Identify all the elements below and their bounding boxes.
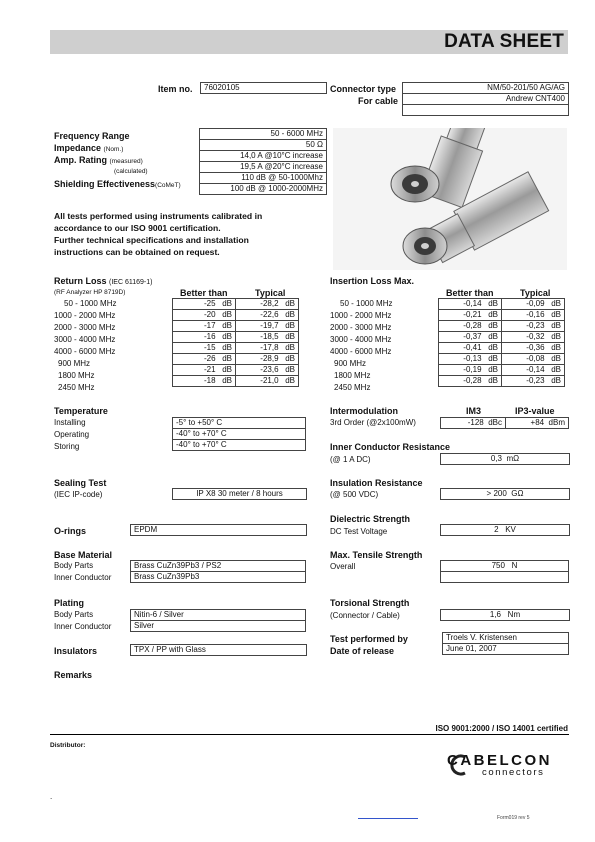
connector-type-label: Connector type xyxy=(330,84,397,94)
typical-value: -0,08 xyxy=(526,354,545,363)
return-loss-title: Return Loss xyxy=(54,276,107,286)
insulators-title: Insulators xyxy=(54,646,98,656)
tensile-unit: N xyxy=(511,561,518,570)
amp-value-1: 14,0 A @10°C increase xyxy=(200,151,327,162)
test-table xyxy=(442,632,569,655)
table-row xyxy=(173,440,306,451)
typical-value: -0,16 xyxy=(526,310,545,319)
typical-unit: dB xyxy=(551,354,561,363)
cable-label: For cable xyxy=(358,96,399,106)
rl-col-better: Better than xyxy=(180,288,228,298)
table-row xyxy=(439,332,565,343)
plating-title: Plating xyxy=(54,598,85,608)
orings-value: EPDM xyxy=(130,524,307,536)
insulation-unit: GΩ xyxy=(511,489,524,498)
shield-note: (CoMeT) xyxy=(155,182,181,189)
better-value: -25 xyxy=(203,299,216,308)
inner-res-title: Inner Conductor Resistance xyxy=(330,442,451,452)
typical-cell xyxy=(236,354,299,365)
il-col-typical: Typical xyxy=(520,288,551,298)
typical-unit: dB xyxy=(551,332,561,341)
better-than-cell xyxy=(173,332,236,343)
temperature-labels xyxy=(54,417,89,453)
table-row xyxy=(173,321,299,332)
typical-unit: dB xyxy=(285,332,295,341)
temperature-table xyxy=(172,417,306,451)
dielectric-title: Dielectric Strength xyxy=(330,514,411,524)
torsional-box xyxy=(440,609,570,621)
typical-cell xyxy=(236,332,299,343)
amp-value-2: 19,5 A @20°C increase xyxy=(200,162,327,173)
typical-cell xyxy=(236,376,299,387)
return-loss-subnote: (RF Analyzer HP 8719D) xyxy=(54,289,126,296)
torsional-unit: Nm xyxy=(507,610,521,619)
sealing-label: (IEC IP-code) xyxy=(54,490,103,499)
release-value: June 01, 2007 xyxy=(443,644,569,655)
better-value: -18 xyxy=(203,376,216,385)
intermod-table xyxy=(440,417,569,429)
better-value: -15 xyxy=(203,343,216,352)
better-value: -0,37 xyxy=(463,332,482,341)
better-than-cell xyxy=(173,376,236,387)
table-row xyxy=(131,561,306,572)
value-cell: Nitin-6 / Silver xyxy=(131,610,306,621)
typical-unit: dB xyxy=(551,299,561,308)
return-loss-table xyxy=(172,298,299,387)
table-row xyxy=(173,299,299,310)
test-performed-label: Test performed by xyxy=(330,634,408,644)
better-unit: dB xyxy=(488,332,498,341)
typical-unit: dB xyxy=(285,321,295,330)
row-label: Operating xyxy=(54,430,90,439)
insulation-label: (@ 500 VDC) xyxy=(330,490,379,499)
better-than-cell xyxy=(173,343,236,354)
connector-extra-value xyxy=(403,105,569,116)
better-than-cell xyxy=(173,310,236,321)
impedance-label: Impedance xyxy=(54,143,102,153)
value-cell: -40° to +70° C xyxy=(173,429,306,440)
cabelcon-logo xyxy=(447,752,569,778)
value-cell: Brass CuZn39Pb3 / PS2 xyxy=(131,561,306,572)
inner-res-label: (@ 1 A DC) xyxy=(330,455,371,464)
insulators-value: TPX / PP with Glass xyxy=(130,644,307,656)
better-unit: dB xyxy=(222,365,232,374)
il-col-better: Better than xyxy=(446,288,494,298)
typical-cell xyxy=(236,299,299,310)
better-than-cell xyxy=(439,343,502,354)
table-row xyxy=(173,343,299,354)
better-value: -0,28 xyxy=(463,321,482,330)
footer-dot: . xyxy=(50,792,53,801)
footer-link-bar[interactable] xyxy=(358,818,418,819)
row-label: 4000 - 6000 MHz xyxy=(330,347,392,356)
freq-value: 50 - 6000 MHz xyxy=(200,129,327,140)
table-row xyxy=(439,299,565,310)
rl-freq-list xyxy=(54,298,172,394)
insulation-title: Insulation Resistance xyxy=(330,478,423,488)
impedance-value: 50 Ω xyxy=(200,140,327,151)
table-row xyxy=(173,332,299,343)
table-row xyxy=(173,429,306,440)
tensile-title: Max. Tensile Strength xyxy=(330,550,423,560)
im3-value: -128 xyxy=(467,418,484,427)
typical-value: -0,14 xyxy=(526,365,545,374)
table-row xyxy=(173,354,299,365)
row-label: 2450 MHz xyxy=(334,383,371,392)
row-label: Installing xyxy=(54,418,86,427)
insertion-loss-title: Insertion Loss Max. xyxy=(330,276,415,286)
table-row xyxy=(131,572,306,583)
connector-type-value: NM/50-201/50 AG/AG xyxy=(403,83,569,94)
note-line-4: instructions can be obtained on request. xyxy=(54,247,220,257)
table-row xyxy=(131,610,306,621)
typical-unit: dB xyxy=(551,310,561,319)
shield-value-1: 110 dB @ 50-1000Mhz xyxy=(200,173,327,184)
typical-cell xyxy=(502,365,565,376)
better-unit: dB xyxy=(488,310,498,319)
better-value: -20 xyxy=(203,310,216,319)
row-label: Body Parts xyxy=(54,610,94,619)
note-line-1: All tests performed using instruments calibrated in xyxy=(54,211,263,221)
typical-cell xyxy=(236,343,299,354)
table-row xyxy=(439,354,565,365)
base-material-labels xyxy=(54,560,111,584)
row-label: 50 - 1000 MHz xyxy=(64,299,117,308)
iso-certified: ISO 9001:2000 / ISO 14001 certified xyxy=(435,724,568,733)
sealing-title: Sealing Test xyxy=(54,478,107,488)
better-than-cell xyxy=(439,310,502,321)
insulation-box xyxy=(440,488,570,500)
test-performed-value: Troels V. Kristensen xyxy=(443,633,569,644)
better-unit: dB xyxy=(488,354,498,363)
table-row xyxy=(439,310,565,321)
table-row xyxy=(439,376,565,387)
better-than-cell xyxy=(173,365,236,376)
table-row xyxy=(173,310,299,321)
typical-value: -18,5 xyxy=(260,332,279,341)
typical-cell xyxy=(502,376,565,387)
torsional-label: (Connector / Cable) xyxy=(330,611,400,620)
row-label: Inner Conductor xyxy=(54,573,112,582)
table-row xyxy=(173,376,299,387)
better-value: -17 xyxy=(203,321,216,330)
better-than-cell xyxy=(439,354,502,365)
row-label: Storing xyxy=(54,442,80,451)
orings-title: O-rings xyxy=(54,526,87,536)
better-unit: dB xyxy=(488,365,498,374)
row-label: 3000 - 4000 MHz xyxy=(330,335,392,344)
row-label: 50 - 1000 MHz xyxy=(340,299,393,308)
ip3-col: IP3-value xyxy=(515,406,555,416)
typical-value: -17,8 xyxy=(260,343,279,352)
typical-cell xyxy=(236,365,299,376)
temperature-title: Temperature xyxy=(54,406,108,416)
shield-label: Shielding Effectiveness xyxy=(54,179,156,189)
table-row xyxy=(439,343,565,354)
better-unit: dB xyxy=(222,376,232,385)
distributor-label: Distributor: xyxy=(50,742,86,749)
item-label: Item no. xyxy=(158,84,193,94)
value-cell: Brass CuZn39Pb3 xyxy=(131,572,306,583)
row-label: 900 MHz xyxy=(58,359,91,368)
better-value: -0,28 xyxy=(463,376,482,385)
inner-res-value: 0,3 xyxy=(490,454,502,463)
typical-unit: dB xyxy=(285,299,295,308)
typical-cell xyxy=(502,299,565,310)
typical-unit: dB xyxy=(285,376,295,385)
im3-unit: dBc xyxy=(488,418,502,427)
row-label: 900 MHz xyxy=(334,359,367,368)
torsional-title: Torsional Strength xyxy=(330,598,410,608)
row-label: 1800 MHz xyxy=(334,371,371,380)
better-unit: dB xyxy=(222,343,232,352)
connector-table xyxy=(402,82,569,116)
row-label: 3000 - 4000 MHz xyxy=(54,335,116,344)
logo-subtext: connectors xyxy=(482,767,545,778)
im3-col: IM3 xyxy=(466,406,482,416)
typical-value: -21,0 xyxy=(260,376,279,385)
typical-value: -0,36 xyxy=(526,343,545,352)
amp-label: Amp. Rating xyxy=(54,155,107,165)
better-than-cell xyxy=(439,376,502,387)
intermod-label: 3rd Order (@2x100mW) xyxy=(330,418,416,427)
typical-value: -23,6 xyxy=(260,365,279,374)
value-cell: Silver xyxy=(131,621,306,632)
freq-label: Frequency Range xyxy=(54,131,130,141)
typical-cell xyxy=(502,310,565,321)
better-than-cell xyxy=(173,321,236,332)
typical-unit: dB xyxy=(551,365,561,374)
amp-note-2: (calculated) xyxy=(114,168,148,175)
rl-col-typical: Typical xyxy=(255,288,286,298)
logo-text: CABELCON xyxy=(447,752,552,769)
better-than-cell xyxy=(173,354,236,365)
typical-unit: dB xyxy=(551,343,561,352)
row-label: 4000 - 6000 MHz xyxy=(54,347,116,356)
insulation-value: > 200 xyxy=(486,489,507,498)
better-unit: dB xyxy=(222,332,232,341)
better-unit: dB xyxy=(222,321,232,330)
better-value: -0,14 xyxy=(463,299,482,308)
tensile-value: 750 xyxy=(491,561,505,570)
row-label: 2000 - 3000 MHz xyxy=(54,323,116,332)
row-label: 1800 MHz xyxy=(58,371,95,380)
typical-value: -22,6 xyxy=(260,310,279,319)
plating-labels xyxy=(54,609,111,633)
typical-value: -28,2 xyxy=(260,299,279,308)
typical-cell xyxy=(502,343,565,354)
typical-unit: dB xyxy=(551,376,561,385)
better-unit: dB xyxy=(488,321,498,330)
row-label: Inner Conductor xyxy=(54,622,112,631)
page-title: DATA SHEET xyxy=(444,31,564,52)
base-material-table xyxy=(130,560,306,583)
base-material-title: Base Material xyxy=(54,550,113,560)
better-unit: dB xyxy=(222,310,232,319)
insertion-loss-table xyxy=(438,298,565,387)
ip3-unit: dBm xyxy=(548,418,565,427)
inner-res-unit: mΩ xyxy=(506,454,520,463)
table-row xyxy=(439,365,565,376)
row-label: 2450 MHz xyxy=(58,383,95,392)
row-label: Body Parts xyxy=(54,561,94,570)
amp-note-1: (measured) xyxy=(109,158,143,165)
tensile-value-2 xyxy=(441,572,569,583)
calibration-note xyxy=(54,210,262,258)
dielectric-box xyxy=(440,524,570,536)
typical-cell xyxy=(502,321,565,332)
plating-table xyxy=(130,609,306,632)
better-unit: dB xyxy=(488,343,498,352)
better-than-cell xyxy=(439,299,502,310)
typical-cell xyxy=(502,332,565,343)
typical-value: -0,09 xyxy=(526,299,545,308)
better-unit: dB xyxy=(488,376,498,385)
intermod-title: Intermodulation xyxy=(330,406,398,416)
cable-value: Andrew CNT400 xyxy=(403,94,569,105)
better-than-cell xyxy=(439,332,502,343)
table-row xyxy=(173,418,306,429)
better-value: -21 xyxy=(203,365,216,374)
better-value: -16 xyxy=(203,332,216,341)
return-loss-note: (IEC 61169-1) xyxy=(109,279,153,286)
release-label: Date of release xyxy=(330,646,395,656)
value-cell: -40° to +70° C xyxy=(173,440,306,451)
table-row xyxy=(173,365,299,376)
torsional-value: 1,6 xyxy=(489,610,501,619)
typical-unit: dB xyxy=(285,343,295,352)
item-value: 76020105 xyxy=(200,82,327,94)
row-label: 1000 - 2000 MHz xyxy=(330,311,392,320)
table-row xyxy=(131,621,306,632)
typical-unit: dB xyxy=(551,321,561,330)
row-label: 1000 - 2000 MHz xyxy=(54,311,116,320)
dielectric-unit: KV xyxy=(505,525,516,534)
typical-value: -19,7 xyxy=(260,321,279,330)
inner-res-box xyxy=(440,453,570,465)
typical-value: -28,9 xyxy=(260,354,279,363)
typical-cell xyxy=(502,354,565,365)
connector-image xyxy=(333,128,567,270)
better-value: -0,41 xyxy=(463,343,482,352)
better-value: -26 xyxy=(203,354,216,363)
dielectric-label: DC Test Voltage xyxy=(330,527,388,536)
footer-divider xyxy=(50,734,569,735)
better-unit: dB xyxy=(488,299,498,308)
typical-unit: dB xyxy=(285,354,295,363)
shield-value-2: 100 dB @ 1000-2000MHz xyxy=(200,184,327,195)
better-than-cell xyxy=(173,299,236,310)
better-unit: dB xyxy=(222,354,232,363)
better-value: -0,21 xyxy=(463,310,482,319)
tensile-table xyxy=(440,560,569,583)
better-value: -0,19 xyxy=(463,365,482,374)
sealing-value: IP X8 30 meter / 8 hours xyxy=(172,488,307,500)
better-than-cell xyxy=(439,321,502,332)
form-number: Form019 rev 5 xyxy=(497,815,530,821)
typical-value: -0,23 xyxy=(526,321,545,330)
typical-cell xyxy=(236,310,299,321)
product-photo xyxy=(333,128,567,270)
typical-cell xyxy=(236,321,299,332)
header-bar xyxy=(50,30,568,54)
better-value: -0,13 xyxy=(463,354,482,363)
row-label: 2000 - 3000 MHz xyxy=(330,323,392,332)
better-unit: dB xyxy=(222,299,232,308)
dielectric-value: 2 xyxy=(494,525,499,534)
il-freq-list xyxy=(330,298,438,394)
ip3-value: +84 xyxy=(530,418,545,427)
remarks-title: Remarks xyxy=(54,670,93,680)
tensile-label: Overall xyxy=(330,562,356,571)
typical-value: -0,23 xyxy=(526,376,545,385)
better-than-cell xyxy=(439,365,502,376)
table-row xyxy=(439,321,565,332)
impedance-note: (Nom.) xyxy=(103,146,124,153)
note-line-3: Further technical specifications and installation xyxy=(54,235,249,245)
specs-table xyxy=(199,128,327,195)
typical-unit: dB xyxy=(285,310,295,319)
note-line-2: accordance to our ISO 9001 certification. xyxy=(54,223,221,233)
value-cell: -5° to +50° C xyxy=(173,418,306,429)
typical-value: -0,32 xyxy=(526,332,545,341)
typical-unit: dB xyxy=(285,365,295,374)
